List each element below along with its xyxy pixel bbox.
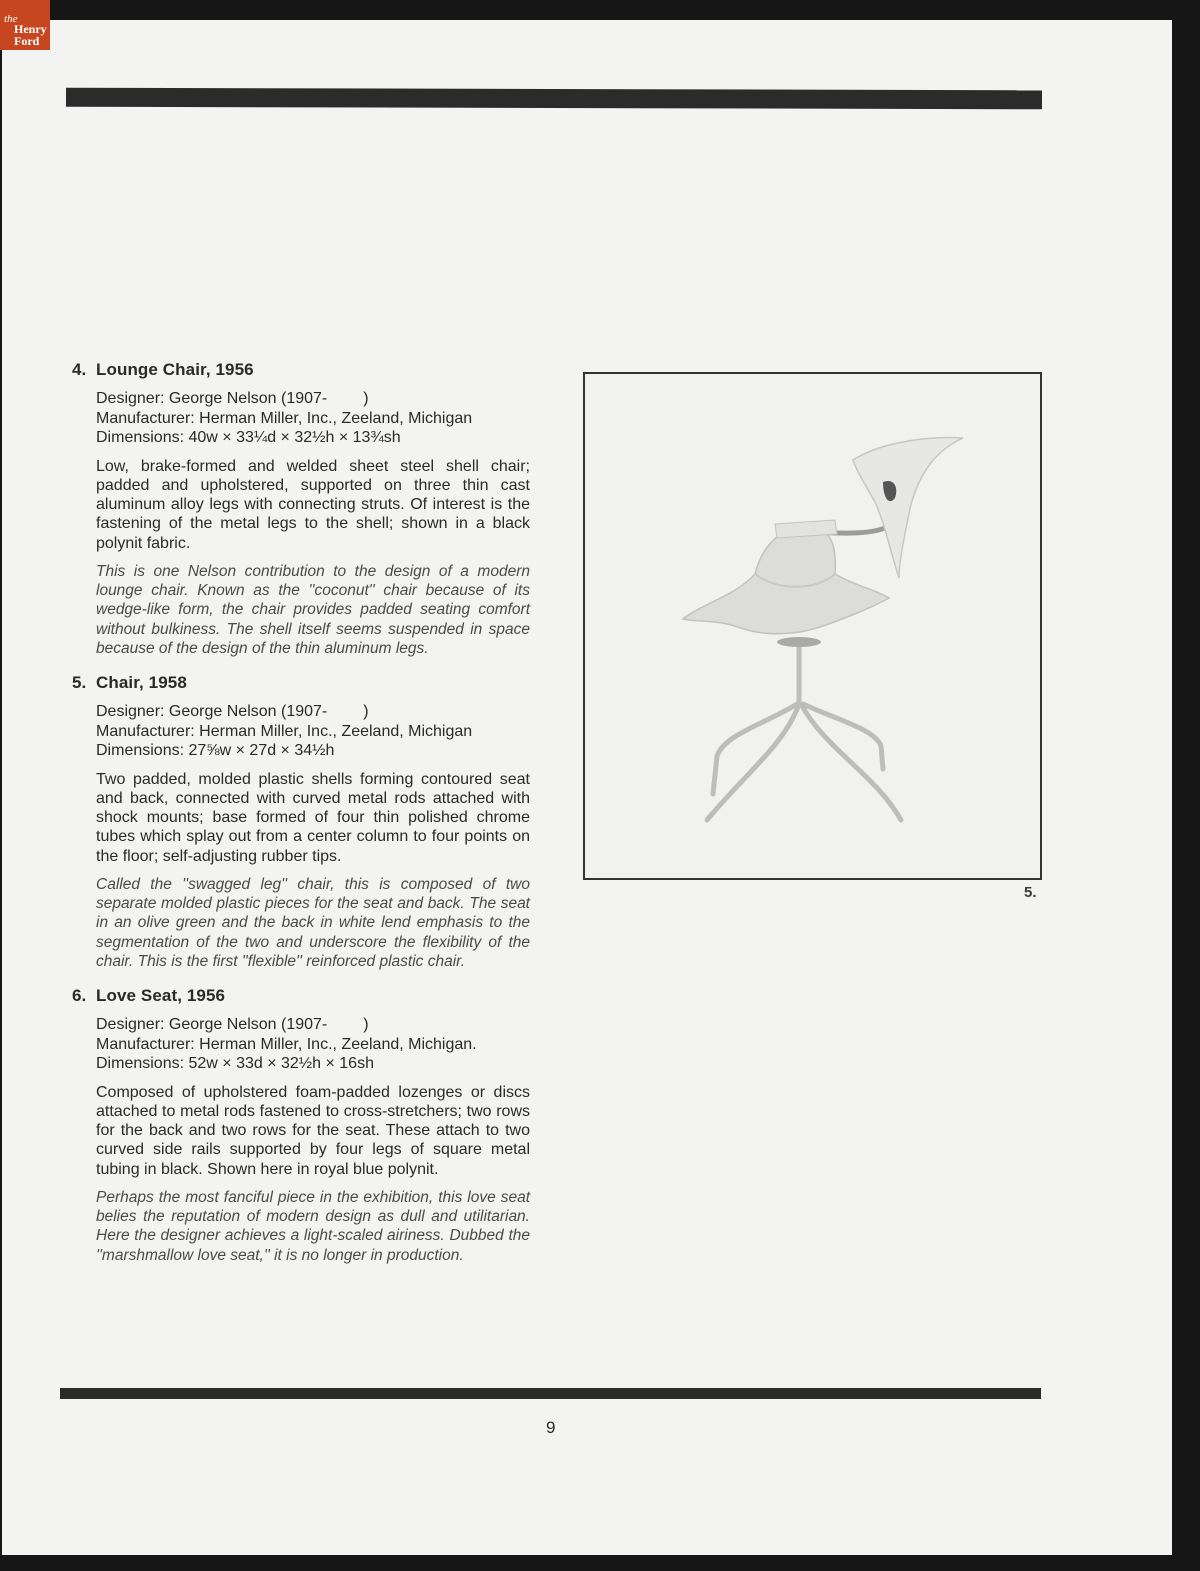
entry-chair [72,673,530,971]
entry-title: Lounge Chair, 1956 [96,360,254,379]
entry-description: Two padded, molded plastic shells forming contoured seat and back, connected with curved metal rods attached with shock mounts; base formed of four thin polished chrome tubes which splay out from a center column to four points on the floor; self-adjusting rubber tips. [96,770,530,865]
dimensions-line: Dimensions: 40w × 33¼d × 32½h × 13¾sh [96,429,401,446]
entry-description: Low, brake-formed and welded sheet steel shell chair; padded and upholstered, supported on three thin cast aluminum alloy legs with connecting struts. Of interest is the fastening of the metal legs to the shell; shown in a black polynit fabric. [96,457,530,552]
entry-title: Chair, 1958 [96,673,187,692]
manufacturer-line: Manufacturer: Herman Miller, Inc., Zeeland, Michigan [96,722,473,740]
entry-heading [72,673,530,693]
designer-close: ) [363,1016,369,1033]
manufacturer-line: Manufacturer: Herman Miller, Inc., Zeeland, Michigan [96,409,473,427]
manufacturer-line: Manufacturer: Herman Miller, Inc., Zeeland, Michigan. [96,1035,477,1053]
seat-shell [683,526,889,634]
chair-legs [707,640,901,820]
entry-lounge-chair [72,360,530,658]
catalog-page [2,20,1172,1555]
back-shell [853,438,963,578]
entry-love-seat [72,986,530,1265]
entry-number: 5. [72,673,87,692]
dimensions-line: Dimensions: 27⅝w × 27d × 34½h [96,742,335,759]
entry-heading [72,360,530,380]
entry-title: Love Seat, 1956 [96,986,226,1005]
entry-number: 4. [72,360,87,379]
designer-line: Designer: George Nelson (1907- [96,703,328,720]
designer-line: Designer: George Nelson (1907- [96,390,328,407]
entry-note: This is one Nelson contribution to the design of a modern lounge chair. Known as the ''coconut'' chair because of its wedge-like form, the chair provides padded seating comfort without bulkiness. The shell itself seems suspended in space because of the design of the thin aluminum legs. [96,562,530,657]
logo-text-ford: Ford [14,34,40,48]
figure-caption: 5. [1024,884,1037,901]
page-number: 9 [546,1418,556,1437]
bottom-rule [60,1388,1041,1399]
designer-close: ) [363,703,369,720]
chair-photo [583,372,1042,880]
entry-note: Perhaps the most fanciful piece in the exhibition, this love seat belies the reputation of modern design as dull and utilitarian. Here the designer achieves a light-scaled airiness. Dubbed the ''marshmallow love seat,'' it is no longer in production. [96,1188,530,1264]
dimensions-line: Dimensions: 52w × 33d × 32½h × 16sh [96,1055,374,1072]
entry-number: 6. [72,986,87,1005]
swagged-leg-chair-illustration [585,374,1040,878]
entry-description: Composed of upholstered foam-padded lozenges or discs attached to metal rods fastened to cross-stretchers; two rows for the back and two rows for the seat. These attach to two curved side rails supported by four legs of square metal tubing in black. Shown here in royal blue polynit. [96,1083,530,1178]
entry-heading [72,986,530,1006]
logo-text-henry: Henry [14,22,47,36]
top-rule [66,88,1042,110]
henry-ford-logo [0,0,50,50]
entry-specs [96,1015,530,1074]
designer-line: Designer: George Nelson (1907- [96,1016,328,1033]
text-column [72,360,530,1280]
logo-text-the: the [4,13,18,25]
entry-specs [96,389,530,448]
designer-close: ) [363,390,369,407]
entry-note: Called the ''swagged leg'' chair, this is composed of two separate molded plastic pieces for the seat and back. The seat in an olive green and the back in white lend emphasis to the segmentation of the two and underscore the flexibility of the chair. This is the first ''flexible'' reinforced plastic chair. [96,875,530,970]
entry-specs [96,702,530,761]
